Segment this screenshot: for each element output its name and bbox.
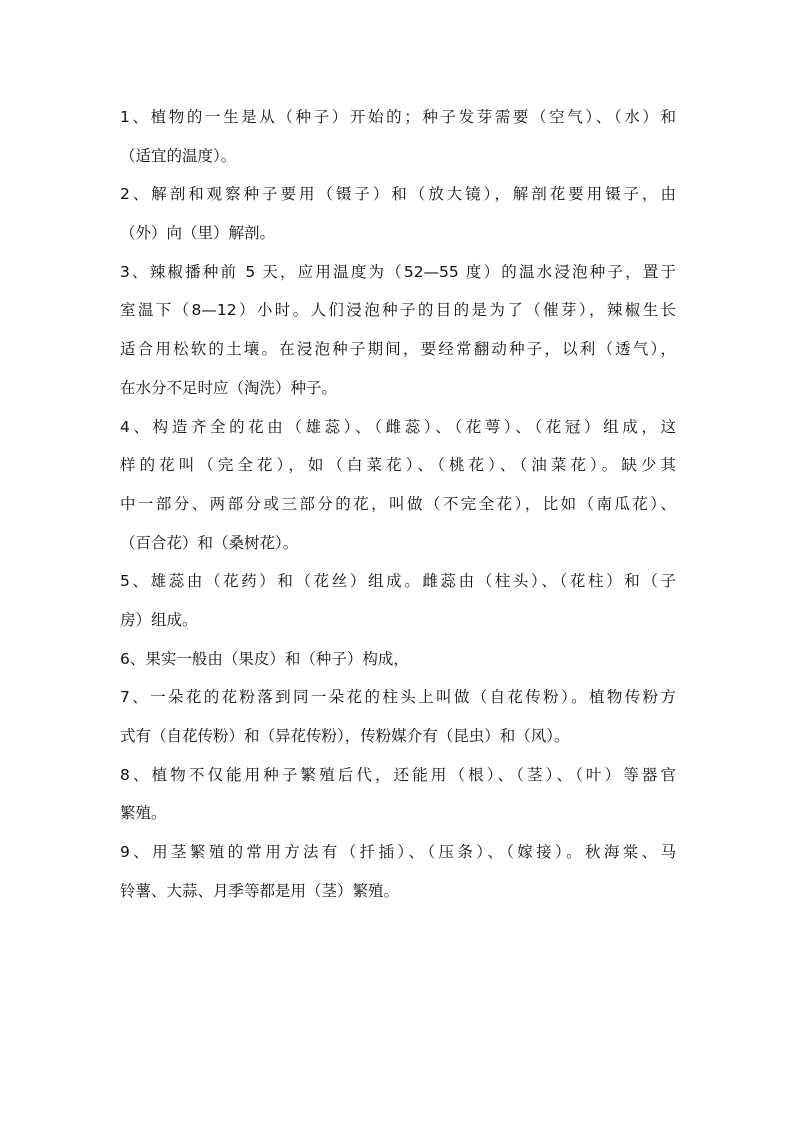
- text-line: 2、解剖和观察种子要用（镊子）和（放大镜），解剖花要用镊子，由: [120, 185, 676, 204]
- document-body: [120, 98, 676, 910]
- text-line: 铃薯、大蒜、月季等都是用（茎）繁殖。: [120, 881, 400, 900]
- text-line: 在水分不足时应（淘洗）种子。: [120, 378, 338, 397]
- text-line: 式有（自花传粉）和（异花传粉），传粉媒介有（昆虫）和（风）。: [120, 727, 570, 745]
- text-line: 5、雄蕊由（花药）和（花丝）组成。雌蕊由（柱头）、（花柱）和（子: [120, 572, 676, 591]
- list-item-4: [120, 408, 676, 563]
- list-item-2: [120, 175, 676, 252]
- text-line: 繁殖。: [120, 804, 167, 823]
- text-line: 样的花叫（完全花），如（白菜花）、（桃花）、（油菜花）。缺少其: [120, 456, 676, 475]
- list-item-6: [120, 640, 676, 679]
- list-item-8: [120, 756, 676, 833]
- list-item-9: [120, 833, 676, 910]
- list-item-3: [120, 253, 676, 408]
- text-line: 9、用茎繁殖的常用方法有（扦插）、（压条）、（嫁接）。秋海棠、马: [120, 843, 676, 862]
- text-line: 8、植物不仅能用种子繁殖后代，还能用（根）、（茎）、（叶）等器官: [120, 765, 676, 784]
- text-line: 中一部分、两部分或三部分的花，叫做（不完全花），比如（南瓜花）、: [120, 494, 676, 513]
- text-line: 1、植物的一生是从（种子）开始的；种子发芽需要（空气）、（水）和: [120, 108, 676, 126]
- list-item-1: [120, 98, 676, 175]
- text-line: 3、辣椒播种前 5 天，应用温度为（52—55 度）的温水浸泡种子，置于: [120, 262, 676, 281]
- text-line: 7、一朵花的花粉落到同一朵花的柱头上叫做（自花传粉）。植物传粉方: [120, 688, 676, 707]
- list-item-7: [120, 678, 676, 755]
- text-line: （百合花）和（桑树花）。: [120, 533, 299, 552]
- text-line: 房）组成。: [120, 610, 198, 629]
- text-line: 室温下（8—12）小时。人们浸泡种子的目的是为了（催芽），辣椒生长: [120, 301, 676, 320]
- list-item-5: [120, 562, 676, 639]
- text-line: 适合用松软的土壤。在浸泡种子期间，要经常翻动种子，以利（透气），: [120, 340, 676, 359]
- text-line: 4、构造齐全的花由（雄蕊）、（雌蕊）、（花萼）、（花冠）组成，这: [120, 417, 676, 436]
- text-line: 6、果实一般由（果皮）和（种子）构成，: [120, 649, 409, 668]
- text-line: （外）向（里）解剖。: [120, 224, 276, 243]
- text-line: （适宜的温度）。: [120, 146, 237, 165]
